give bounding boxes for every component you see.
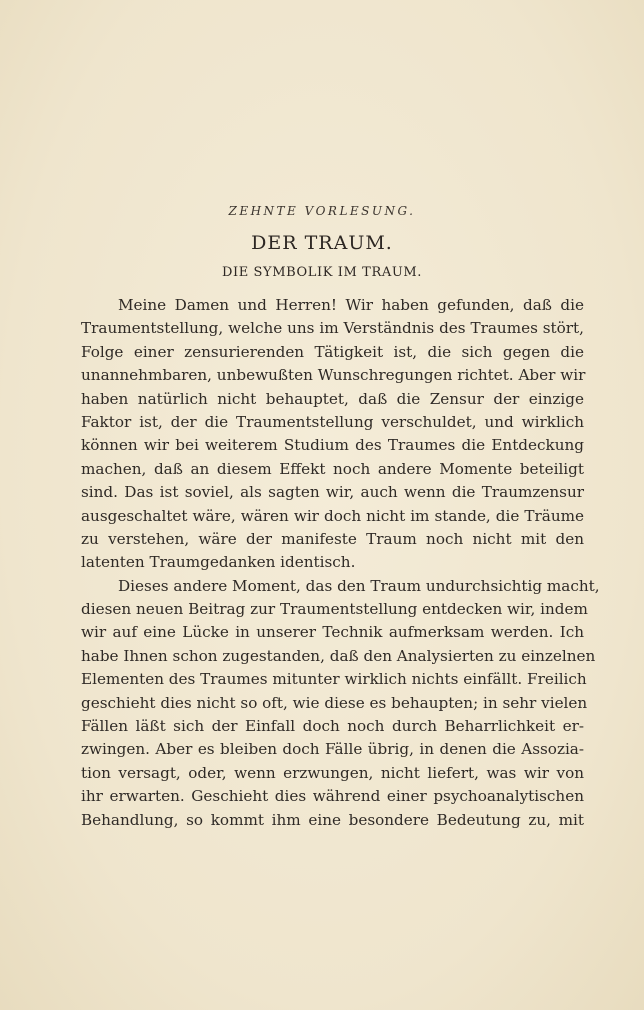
text-line: unannehmbaren, unbewußten Wunschregungen richtet. Aber wir xyxy=(81,366,586,385)
text-line: habe Ihnen schon zugestanden, daß den Analysierten zu einzelnen xyxy=(81,646,596,665)
text-line: wir auf eine Lücke in unserer Technik aufmerksam werden. Ich xyxy=(81,623,584,642)
text-line: ihr erwarten. Geschieht dies während einer psychoanalytischen xyxy=(81,787,584,806)
text-line: zwingen. Aber es bleiben doch Fälle übrig, in denen die Assozia- xyxy=(81,740,584,759)
text-line: diesen neuen Beitrag zur Traumentstellung entdecken wir, indem xyxy=(81,600,588,619)
text-line: Faktor ist, der die Traumentstellung verschuldet, und wirklich xyxy=(81,412,584,431)
chapter-subtitle: DIE SYMBOLIK IM TRAUM. xyxy=(221,265,423,280)
chapter-title: DER TRAUM. xyxy=(251,232,393,254)
text-line: latenten Traumgedanken identisch. xyxy=(81,553,356,572)
text-line: geschieht dies nicht so oft, wie diese es behaupten; in sehr vielen xyxy=(81,693,588,712)
text-line: Traumentstellung, welche uns im Verständnis des Traumes stört, xyxy=(81,319,584,338)
text-line: Meine Damen und Herren! Wir haben gefunden, daß die xyxy=(118,296,584,314)
text-line: sind. Das ist soviel, als sagten wir, auch wenn die Traumzensur xyxy=(81,483,584,502)
text-line: zu verstehen, wäre der manifeste Traum noch nicht mit den xyxy=(81,529,584,548)
text-line: Behandlung, so kommt ihm eine besondere Bedeutung zu, mit xyxy=(81,810,584,829)
text-line: tion versagt, oder, wenn erzwungen, nicht liefert, was wir von xyxy=(81,763,584,782)
text-line: Dieses andere Moment, das den Traum undurchsichtig macht, xyxy=(118,576,600,595)
text-line: Elementen des Traumes mitunter wirklich nichts einfällt. Freilich xyxy=(81,670,587,689)
text-line: Folge einer zensurierenden Tätigkeit ist, die sich gegen die xyxy=(81,342,584,361)
body-text xyxy=(81,294,600,832)
text-line: machen, daß an diesem Effekt noch andere Momente beteiligt xyxy=(81,459,584,478)
text-line: ausgeschaltet wäre, wären wir doch nicht im stande, die Träume xyxy=(81,506,584,525)
lecture-heading: ZEHNTE VORLESUNG. xyxy=(228,204,416,218)
text-line: Fällen läßt sich der Einfall doch noch durch Beharrlichkeit er- xyxy=(81,717,584,736)
text-line: haben natürlich nicht behauptet, daß die Zensur der einzige xyxy=(81,389,584,408)
text-line: können wir bei weiterem Studium des Traumes die Entdeckung xyxy=(81,436,584,455)
